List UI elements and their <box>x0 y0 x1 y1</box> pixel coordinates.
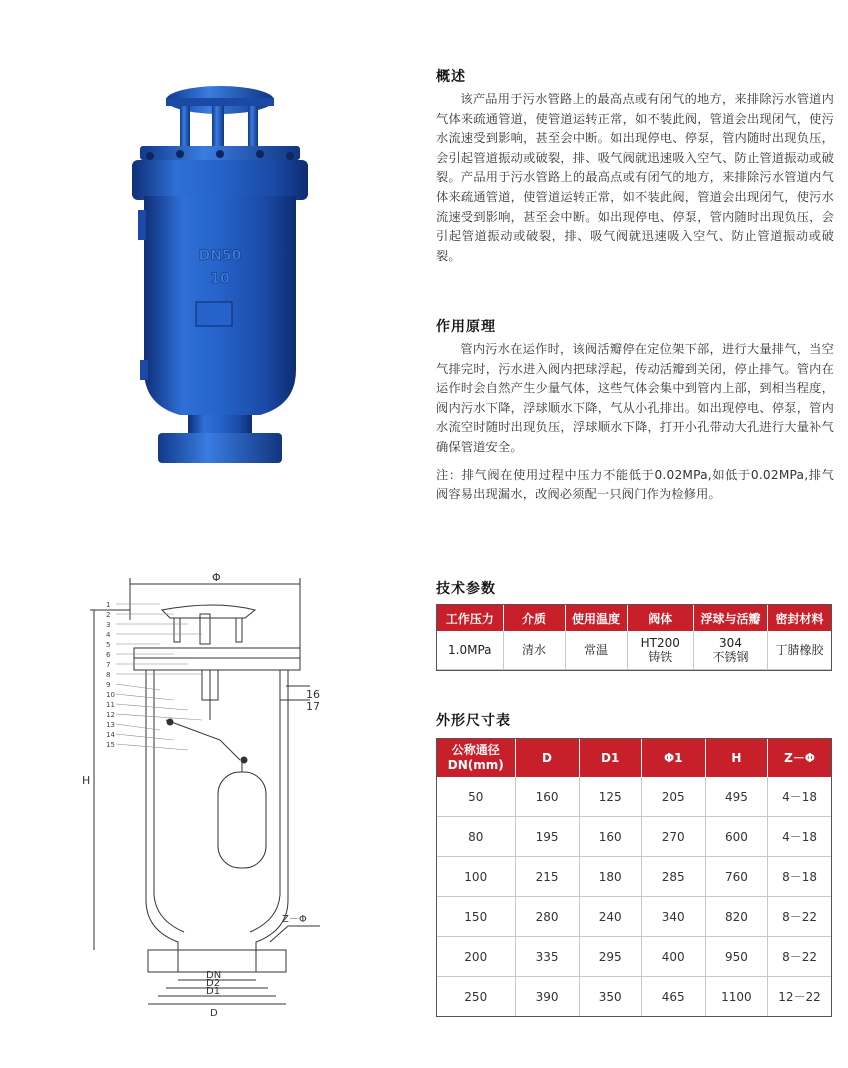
dims-cell: 335 <box>515 937 579 977</box>
dims-body <box>437 777 831 1016</box>
h-dim-label: H <box>82 774 91 787</box>
tech-body-l1: HT200 <box>640 636 680 650</box>
dims-cell: 160 <box>515 777 579 817</box>
dims-row <box>437 857 831 897</box>
part-number-label: 15 <box>106 741 115 749</box>
tech-medium: 清水 <box>503 631 565 670</box>
dims-heading: 外形尺寸表 <box>436 713 511 729</box>
dims-cell: 4－18 <box>768 777 831 817</box>
dims-cell: 400 <box>641 937 705 977</box>
product-photo <box>100 70 340 480</box>
part-number-label: 3 <box>106 621 111 629</box>
phi-dim-label: Φ <box>212 571 221 584</box>
part-number-label: 8 <box>106 671 111 679</box>
dims-row <box>437 937 831 977</box>
dims-cell: 285 <box>641 857 705 897</box>
part-number-label: 5 <box>106 641 111 649</box>
dims-cell: 100 <box>437 857 515 897</box>
dims-cell: 180 <box>579 857 641 897</box>
dn-dim-label: DN <box>206 970 222 981</box>
part-number-label: 6 <box>106 651 111 659</box>
dims-table <box>437 739 831 1016</box>
dims-cell: 295 <box>579 937 641 977</box>
tech-heading: 技术参数 <box>436 581 496 597</box>
dims-row <box>437 777 831 817</box>
callout-16: 16 <box>306 688 320 701</box>
tech-ball-l1: 304 <box>719 636 742 650</box>
principle-paragraph <box>436 340 834 505</box>
tech-header-seal: 密封材料 <box>768 605 832 631</box>
tech-data-row <box>437 631 831 670</box>
dims-cell: 150 <box>437 897 515 937</box>
dims-cell: 50 <box>437 777 515 817</box>
part-number-label: 14 <box>106 731 115 739</box>
dims-cell: 8－18 <box>768 857 831 897</box>
dims-cell: 1100 <box>705 977 767 1017</box>
dims-row <box>437 817 831 857</box>
drawing-svg <box>70 570 350 1020</box>
dims-cell: 195 <box>515 817 579 857</box>
dims-cell: 250 <box>437 977 515 1017</box>
bottom-flange <box>158 433 282 463</box>
tech-table-frame <box>436 604 832 671</box>
callout-17: 17 <box>306 700 320 713</box>
overview-heading: 概述 <box>436 69 466 85</box>
dims-cell: 200 <box>437 937 515 977</box>
dims-cell: 465 <box>641 977 705 1017</box>
dims-cell: 125 <box>579 777 641 817</box>
part-number-label: 12 <box>106 711 115 719</box>
principle-text: 管内污水在运作时，该阀活瓣停在定位架下部，进行大量排气，当空气排完时，污水进入阀内把球浮起，传动活瓣到关闭，停止排气。管内在运作时会自然产生少量气体，这些气体会集中到管内上部，到相当程度，阀内污水下降，浮球顺水下降，气从小孔排出。如出现停电、停泵，管内水流空时随时出现负压，浮球顺水下降，打开小孔带动大孔进行大量补气确保管道安全。 <box>436 342 834 454</box>
tech-header-row <box>437 605 831 631</box>
part-leader-line <box>116 714 202 720</box>
valve-photo-svg <box>100 70 340 480</box>
dims-cell: 4－18 <box>768 817 831 857</box>
z-phi-label: Z－Φ <box>282 914 307 925</box>
d2-dim-label: D2 <box>206 978 221 989</box>
dims-header-z: Z－Φ <box>768 739 831 777</box>
dims-header-dn <box>437 739 515 777</box>
part-number-label: 4 <box>106 631 111 639</box>
part-leader-line <box>116 724 160 730</box>
dims-header-h: H <box>705 739 767 777</box>
tech-ball-l2: 不锈钢 <box>712 650 749 664</box>
dims-cell: 350 <box>579 977 641 1017</box>
part-number-label: 1 <box>106 601 111 609</box>
dims-table-frame <box>436 738 832 1017</box>
dims-cell: 820 <box>705 897 767 937</box>
overview-text: 该产品用于污水管路上的最高点或有闭气的地方，来排除污水管道内气体来疏通管道，使管道运转正常，如不装此阀，管道会出现闭气，使污水流速受到影响，甚至会中断。如出现停电、停泵，管内随时出现负压，会引起管道振动或破裂，排、吸气阀就迅速吸入空气、防止管道振动或破裂。产品用于污水管路上的最高点或有闭气的地方，来排除污水管道内气体来疏通管道，使管道运转正常，如不装此阀，管道会出现闭气，使污水流速受到影响，甚至会中断。如出现停电、停泵，管内随时出现负压，会引起管道振动或破裂，排、吸气阀就迅速吸入空气、防止管道振动或破裂。 <box>436 92 834 263</box>
part-number-label: 10 <box>106 691 115 699</box>
dims-header-phi1: Φ1 <box>641 739 705 777</box>
part-leader-line <box>116 684 160 690</box>
dims-cell: 12－22 <box>778 990 821 1004</box>
principle-heading: 作用原理 <box>436 319 496 335</box>
d-dim-label: D <box>210 1008 218 1019</box>
dims-header-d: D <box>515 739 579 777</box>
dims-header-dn-l2: DN(mm) <box>447 758 504 772</box>
part-number-label: 11 <box>106 701 115 709</box>
dims-header-d1: D1 <box>579 739 641 777</box>
part-number-label: 2 <box>106 611 111 619</box>
tech-header-pressure: 工作压力 <box>437 605 503 631</box>
tech-ball <box>694 631 768 670</box>
tech-header-body: 阀体 <box>627 605 693 631</box>
casting-text-dn: DN50 <box>198 248 242 264</box>
dims-cell: 8－22 <box>768 897 831 937</box>
d1-dim-label: D1 <box>206 986 221 997</box>
part-leader-line <box>116 744 188 750</box>
tech-pressure: 1.0MPa <box>437 631 503 670</box>
part-leader-line <box>116 704 188 710</box>
tech-header-medium: 介质 <box>503 605 565 631</box>
dims-cell: 270 <box>641 817 705 857</box>
dims-header-row <box>437 739 831 777</box>
dims-cell: 280 <box>515 897 579 937</box>
principle-note: 注：排气阀在使用过程中压力不能低于0.02MPa,如低于0.02MPa,排气阀容易出现漏水，改阀必须配一只阀门作为检修用。 <box>436 467 834 502</box>
part-leader-line <box>116 694 174 700</box>
tech-header-ball: 浮球与活瓣 <box>694 605 768 631</box>
part-number-label: 9 <box>106 681 111 689</box>
dims-cell: 240 <box>579 897 641 937</box>
part-number-label: 13 <box>106 721 115 729</box>
tech-header-temp: 使用温度 <box>565 605 627 631</box>
dims-cell: 950 <box>705 937 767 977</box>
tech-table <box>437 605 831 670</box>
dims-cell: 205 <box>641 777 705 817</box>
casting-text-pn: 10 <box>210 271 230 287</box>
dims-cell: 760 <box>705 857 767 897</box>
dims-row <box>437 977 831 1017</box>
dims-cell: 495 <box>705 777 767 817</box>
dims-cell: 160 <box>579 817 641 857</box>
tech-body <box>627 631 693 670</box>
overview-paragraph <box>436 90 834 266</box>
tech-body-l2: 铸铁 <box>648 650 673 664</box>
technical-drawing <box>70 570 350 1020</box>
name-plate <box>196 302 232 326</box>
dims-cell: 80 <box>437 817 515 857</box>
tech-temp: 常温 <box>565 631 627 670</box>
dims-cell: 340 <box>641 897 705 937</box>
part-leader-line <box>116 734 174 740</box>
dims-cell: 390 <box>515 977 579 1017</box>
dims-cell: 600 <box>705 817 767 857</box>
dims-header-dn-l1: 公称通径 <box>451 743 500 757</box>
tech-seal: 丁腈橡胶 <box>768 631 832 670</box>
dims-cell: 215 <box>515 857 579 897</box>
dims-row <box>437 897 831 937</box>
part-number-label: 7 <box>106 661 111 669</box>
dims-cell: 8－22 <box>768 937 831 977</box>
